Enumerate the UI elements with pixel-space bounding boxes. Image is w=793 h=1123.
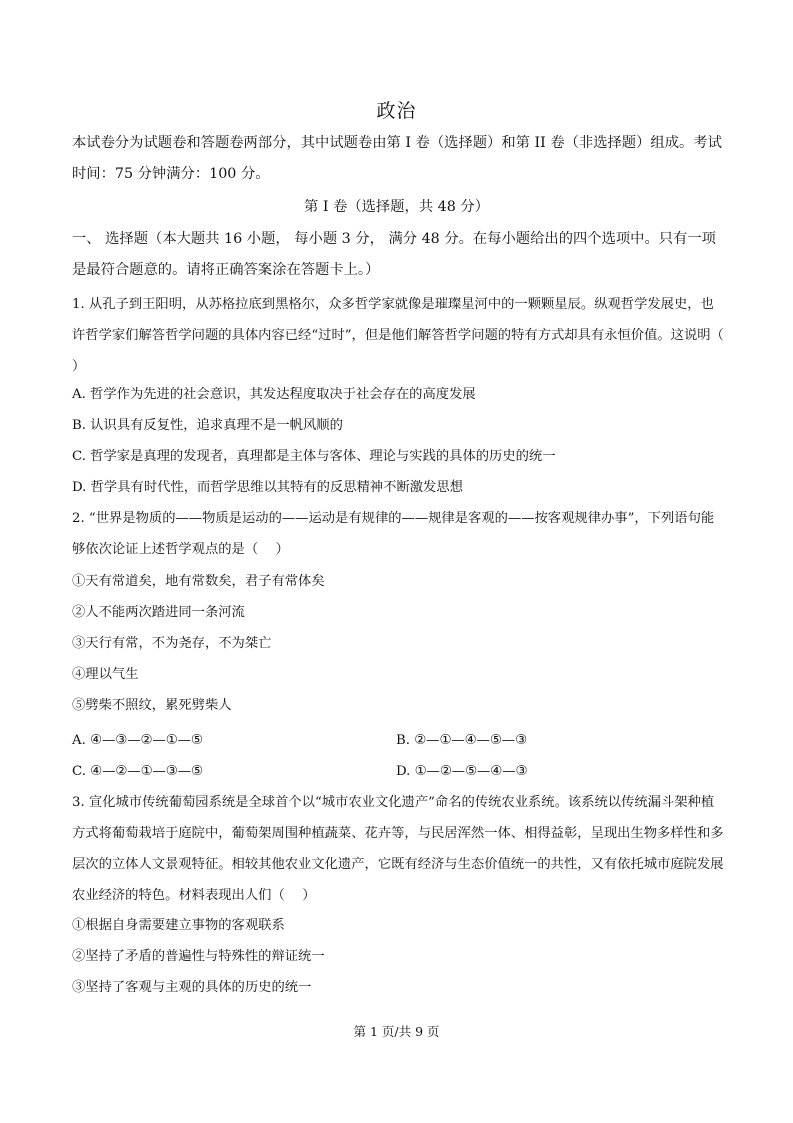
question-2-items xyxy=(72,566,724,721)
statement-item: ①天有常道矣，地有常数矣，君子有常体矣 xyxy=(72,574,325,589)
option-d: D. ①—②—⑤—④—③ xyxy=(396,764,528,779)
option-c: C. 哲学家是真理的发现者，真理都是主体与客体、理论与实践的具体的历史的统一 xyxy=(72,449,556,464)
option-c: C. ④—②—①—③—⑤ xyxy=(72,764,203,779)
statement-item: ①根据自身需要建立事物的客观联系 xyxy=(72,918,285,933)
statement-item: ②坚持了矛盾的普遍性与特殊性的辩证统一 xyxy=(72,949,325,964)
statement-item: ③天行有常，不为尧存，不为桀亡 xyxy=(72,636,272,651)
page-footer: 第 1 页/共 9 页 xyxy=(353,1024,440,1039)
question-3-items xyxy=(72,910,724,1003)
option-b: B. 认识具有反复性，追求真理不是一帆风顺的 xyxy=(72,418,343,433)
page-title: 政治 xyxy=(376,100,417,122)
statement-item: ③坚持了客观与主观的具体的历史的统一 xyxy=(72,980,312,995)
section-title: 第 I 卷（选择题，共 48 分） xyxy=(304,199,489,215)
option-a: A. ④—③—②—①—⑤ xyxy=(72,733,203,748)
option-b: B. ②—①—④—⑤—③ xyxy=(396,733,528,748)
option-d: D. 哲学具有时代性，而哲学思维以其特有的反思精神不断激发思想 xyxy=(72,480,463,495)
option-a: A. 哲学作为先进的社会意识，其发达程度取决于社会存在的高度发展 xyxy=(72,387,476,402)
question-2-stem: 2. “世界是物质的——物质是运动的——运动是有规律的——规律是客观的——按客观规律办事”，下列语句能够依次论证上述哲学观点的是（ ） xyxy=(72,511,715,557)
statement-item: ④理以气生 xyxy=(72,667,139,682)
question-1-stem: 1. 从孔子到王阳明，从苏格拉底到黑格尔，众多哲学家就像是璀璨星河中的一颗颗星辰。纵观哲学发展史，也许哲学家们解答哲学问题的具体内容已经“过时”，但是他们解答哲学问题的特有方式却具有永恒价值。这说明（ ） xyxy=(72,297,742,374)
statement-item: ②人不能两次踏进同一条河流 xyxy=(72,605,245,620)
instructions-paragraph: 一、 选择题（本大题共 16 小题， 每小题 3 分， 满分 48 分。在每小题给出的四个选项中。只有一项是最符合题意的。请将正确答案涂在答题卡上。） xyxy=(72,231,716,278)
question-1-options xyxy=(72,379,724,503)
statement-item: ⑤劈柴不照纹，累死劈柴人 xyxy=(72,698,232,713)
question-3-stem: 3. 宣化城市传统葡萄园系统是全球首个以“城市农业文化遗产”命名的传统农业系统。该系统以传统漏斗架种植方式将葡萄栽培于庭院中，葡萄架周围种植蔬菜、花卉等，与民居浑然一体、相得益彰，呈现出生物多样性和多层次的立体人文景观特征。相较其他农业文化遗产，它既有经济与生态价值统一的共性，又有依托城市庭院发展农业经济的特色。材料表现出人们（ ） xyxy=(72,795,724,903)
intro-paragraph: 本试卷分为试题卷和答题卷两部分，其中试题卷由第 I 卷（选择题）和第 II 卷（非选择题）组成。考试时间：75 分钟满分：100 分。 xyxy=(72,135,722,182)
question-2-options xyxy=(72,725,724,787)
